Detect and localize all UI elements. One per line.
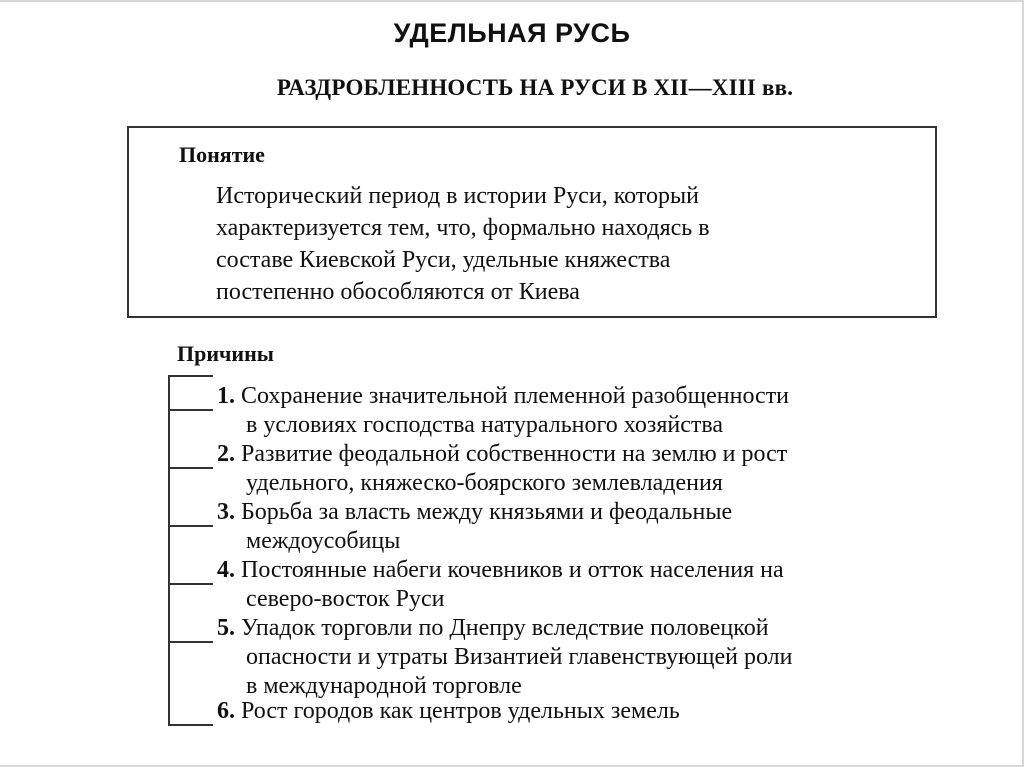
cause-text: в международной торговле <box>246 673 522 699</box>
concept-heading: Понятие <box>179 142 265 167</box>
cause-number: 2. <box>217 441 235 467</box>
cause-item <box>217 382 937 440</box>
cause-text: в условиях господства натурального хозяйства <box>246 412 724 438</box>
cause-number: 3. <box>217 499 235 525</box>
concept-line: Исторический период в истории Руси, который <box>216 183 699 209</box>
page-title: УДЕЛЬНАЯ РУСЬ <box>393 18 631 48</box>
cause-text: Упадок торговли по Днепру вследствие половецкой <box>241 615 769 641</box>
cause-text: Рост городов как центров удельных земель <box>241 698 680 724</box>
cause-text: северо-восток Руси <box>246 586 445 612</box>
cause-text: удельного, княжеско-боярского землевладения <box>246 470 723 496</box>
cause-text: опасности и утраты Византией главенствующей роли <box>246 644 793 670</box>
cause-item <box>217 498 937 556</box>
cause-item <box>217 614 937 701</box>
cause-number: 5. <box>217 615 235 641</box>
cause-tick <box>168 525 213 527</box>
cause-item <box>217 440 937 498</box>
page-subtitle: РАЗДРОБЛЕННОСТЬ НА РУСИ В XII—XIII вв. <box>276 75 794 100</box>
cause-number: 1. <box>217 383 235 409</box>
cause-text: Сохранение значительной племенной разобщенности <box>241 383 790 409</box>
cause-item <box>217 697 937 726</box>
cause-tick <box>168 724 213 726</box>
concept-text <box>216 180 916 308</box>
frame-top-line <box>0 0 1024 2</box>
causes-heading: Причины <box>177 341 274 366</box>
cause-item <box>217 556 937 614</box>
cause-tick <box>168 467 213 469</box>
concept-line: характеризуется тем, что, формально находясь в <box>216 215 710 241</box>
cause-text: Борьба за власть между князьями и феодальные <box>241 499 733 525</box>
cause-number: 6. <box>217 698 235 724</box>
cause-tick <box>168 583 213 585</box>
concept-line: постепенно обособляются от Киева <box>216 279 580 305</box>
cause-tick <box>168 409 213 411</box>
concept-box <box>127 126 937 318</box>
cause-text: междоусобицы <box>246 528 401 554</box>
cause-text: Развитие феодальной собственности на землю и рост <box>241 441 788 467</box>
cause-text: Постоянные набеги кочевников и отток населения на <box>241 557 784 583</box>
cause-number: 4. <box>217 557 235 583</box>
causes-bracket <box>168 375 213 725</box>
concept-line: составе Киевской Руси, удельные княжества <box>216 247 671 273</box>
cause-tick <box>168 641 213 643</box>
